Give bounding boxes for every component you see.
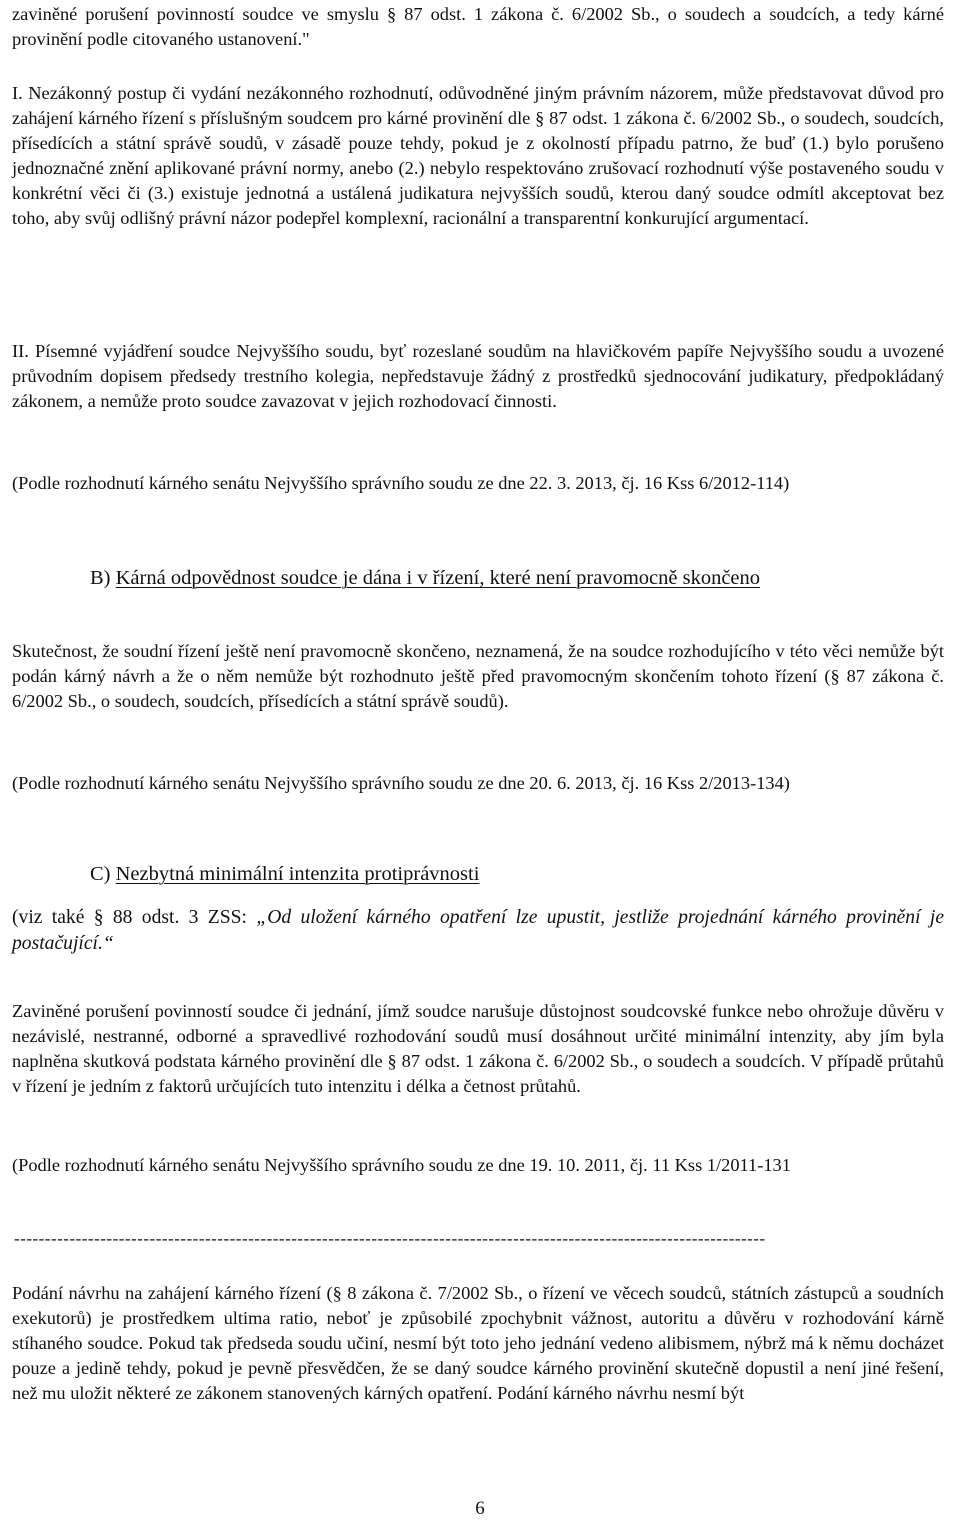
citation-1: (Podle rozhodnutí kárného senátu Nejvyššího správního soudu ze dne 22. 3. 2013, čj. 16 Kss 6/2012-114) [12, 473, 790, 493]
section-heading-b-label: B) [90, 567, 111, 589]
separator-line: -------------------------------------------------------------------------------------------------------------------------- [14, 1229, 766, 1248]
paragraph-final: Podání návrhu na zahájení kárného řízení (§ 8 zákona č. 7/2002 Sb., o řízení ve věcech soudců, státních zástupců a soudních exekutorů) je prostředkem ultima ratio, neboť je způsobilé zpochybnit vážnost, autoritu a důvěru v rozhodování kárně stíhaného soudce. Pokud tak předseda soudu učiní, nesmí být toto jeho jednání vedeno alibismem, nýbrž má k němu docházet pouze a jedině tehdy, pokud je pevně přesvědčen, že se daný soudce kárného provinění skutečně dopustil a není jiné řešení, než mu uložit některé ze zákonem stanovených kárných opatření. Podání kárného návrhu nesmí být [12, 1283, 944, 1403]
reference-quote: „Od uložení kárného opatření lze upustit, jestliže projednání kárného provinění je postačující.“ [12, 907, 945, 954]
paragraph-c: Zaviněné porušení povinností soudce či jednání, jímž soudce narušuje důstojnost soudcovské funkce nebo ohrožuje důvěru v nezávislé, nestranné, odborné a spravedlivé rozhodování soudů musí dosáhnout určité minimální intenzity, aby jím byla naplněna skutková podstata kárného provinění dle § 87 odst. 1 zákona č. 6/2002 Sb., o soudech a soudcích. V případě průtahů v řízení je jedním z faktorů určujících tuto intenzitu i délka a četnost průtahů. [12, 1001, 944, 1096]
paragraph-point-ii: II. Písemné vyjádření soudce Nejvyššího soudu, byť rozeslané soudům na hlavičkovém papíře Nejvyššího soudu a uvozené průvodním dopisem předsedy trestního kolegia, nepředstavuje žádný z prostředků sjednocování judikatury, předpokládaný zákonem, a nemůže proto soudce zavazovat v jejich rozhodovací činnosti. [12, 341, 944, 411]
citation-3: (Podle rozhodnutí kárného senátu Nejvyššího správního soudu ze dne 19. 10. 2011, čj. 11 Kss 1/2011-131 [12, 1155, 791, 1175]
page-number: 6 [475, 1498, 485, 1519]
citation-2: (Podle rozhodnutí kárného senátu Nejvyššího správního soudu ze dne 20. 6. 2013, čj. 16 Kss 2/2013-134) [12, 773, 790, 793]
section-heading-b-text: Kárná odpovědnost soudce je dána i v řízení, které není pravomocně skončeno [115, 567, 761, 589]
paragraph-continuation: zaviněné porušení povinností soudce ve smyslu § 87 odst. 1 zákona č. 6/2002 Sb., o soudech a soudcích, a tedy kárné provinění podle citovaného ustanovení." [12, 4, 944, 49]
paragraph-b: Skutečnost, že soudní řízení ještě není pravomocně skončeno, neznamená, že na soudce rozhodujícího v této věci nemůže být podán kárný návrh a že o něm nemůže být rozhodnuto ještě před pravomocným skončením tohoto řízení (§ 87 zákona č. 6/2002 Sb., o soudech, soudcích, přísedících a státní správě soudů). [12, 641, 944, 711]
section-heading-c-label: C) [90, 863, 111, 885]
section-heading-c-text: Nezbytná minimální intenzita protiprávnosti [115, 863, 480, 885]
reference-text: (viz také § 88 odst. 3 ZSS: [12, 907, 257, 928]
paragraph-c-reference [12, 905, 944, 957]
section-heading-b [90, 565, 760, 591]
document-page [12, 0, 948, 1522]
paragraph-point-i: I. Nezákonný postup či vydání nezákonného rozhodnutí, odůvodněné jiným právním názorem, může představovat důvod pro zahájení kárného řízení s příslušným soudcem pro kárné provinění dle § 87 odst. 1 zákona č. 6/2002 Sb., o soudech, soudcích, přísedících a státní správě soudů, v zásadě pouze tehdy, pokud je z okolností případu patrno, že buď (1.) bylo porušeno jednoznačné znění aplikované právní normy, anebo (2.) nebylo respektováno zrušovací rozhodnutí výše postaveného soudu v konkrétní věci či (3.) existuje jednotná a ustálená judikatura nejvyšších soudů, kterou daný soudce odmítl akceptovat bez toho, aby svůj odlišný právní názor podepřel komplexní, racionální a transparentní konkurující argumentací. [12, 83, 944, 228]
section-heading-c [90, 861, 479, 887]
